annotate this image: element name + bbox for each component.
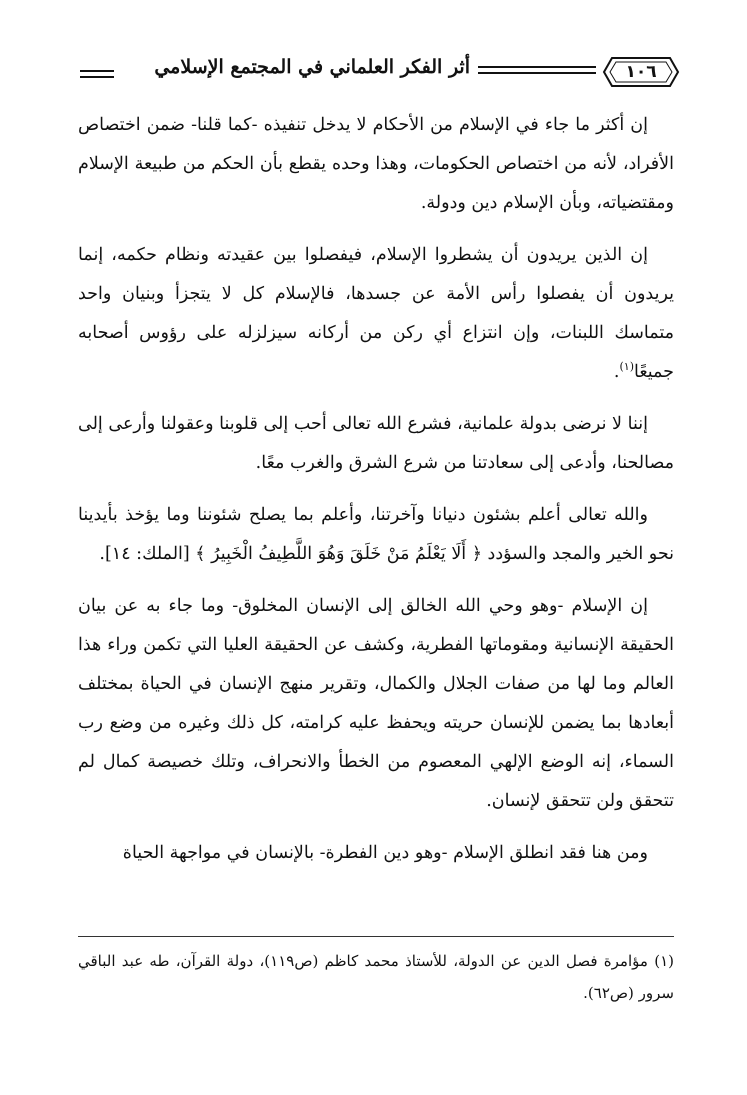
paragraph-2 — [78, 236, 674, 392]
running-title: أثر الفكر العلماني في المجتمع الإسلامي — [154, 56, 470, 78]
footnote-reference: (١) — [619, 360, 634, 374]
header-rule-right — [478, 66, 596, 68]
footnote-separator — [78, 936, 674, 937]
paragraph-2-text: إن الذين يريدون أن يشطروا الإسلام، فيفصلوا بين عقيدته ونظام حكمه، إنما يريدون أن يفصلوا رأس الأمة عن جسدها، فالإسلام كل لا يتجزأ وبنيان واحد متماسك اللبنات، وإن انتزاع أي ركن من أركانه سيزلزله على رؤوس أصحابه جميعًا — [78, 245, 674, 382]
header-rule-left — [80, 70, 114, 72]
page-header — [70, 48, 680, 96]
paragraph-4: والله تعالى أعلم بشئون دنيانا وآخرتنا، وأعلم بما يصلح شئوننا وما يؤخذ بأيدينا نحو الخير والمجد والسؤدد ﴿ أَلَا يَعْلَمُ مَنْ خَلَقَ وَهُوَ اللَّطِيفُ الْخَبِيرُ ﴾ [الملك: ١٤]. — [78, 505, 674, 564]
paragraph-2-end: . — [613, 362, 620, 382]
paragraph-1: إن أكثر ما جاء في الإسلام من الأحكام لا يدخل تنفيذه -كما قلنا- ضمن اختصاص الأفراد، لأنه من اختصاص الحكومات، وهذا وحده يقطع بأن الحكم من طبيعة الإسلام ومقتضياته، وبأن الإسلام دين ودولة. — [78, 115, 674, 213]
page-number: ١٠٦ — [625, 62, 657, 82]
paragraph-5: إن الإسلام -وهو وحي الله الخالق إلى الإنسان المخلوق- وما جاء به عن بيان الحقيقة الإنسانية ومقوماتها الفطرية، وكشف عن الحقيقة العليا التي تكمن وراء هذا العالم وما لها من صفات الجلال والكمال، وتقرير منهج الإنسان في الحياة بمختلف أبعادها بما يضمن للإنسان حريته ويحفظ عليه كرامته، كل ذلك وغيره من وضع رب السماء، إنه الوضع الإلهي المعصوم من الخطأ والانحراف، وتلك خصيصة كمال لم تتحقق ولن تتحقق لإنسان. — [78, 596, 674, 811]
paragraph-3: إننا لا نرضى بدولة علمانية، فشرع الله تعالى أحب إلى قلوبنا وعقولنا وأرعى إلى مصالحنا، وأدعى إلى سعادتنا من شرع الشرق والغرب معًا. — [78, 414, 674, 473]
footnote: (١) مؤامرة فصل الدين عن الدولة، للأستاذ محمد كاظم (ص١١٩)، دولة القرآن، طه عبد الباقي سرور (ص٦٢). — [78, 952, 674, 1002]
paragraph-6: ومن هنا فقد انطلق الإسلام -وهو دين الفطرة- بالإنسان في مواجهة الحياة — [122, 843, 648, 863]
body-text — [78, 106, 674, 886]
page-number-frame — [602, 56, 680, 88]
